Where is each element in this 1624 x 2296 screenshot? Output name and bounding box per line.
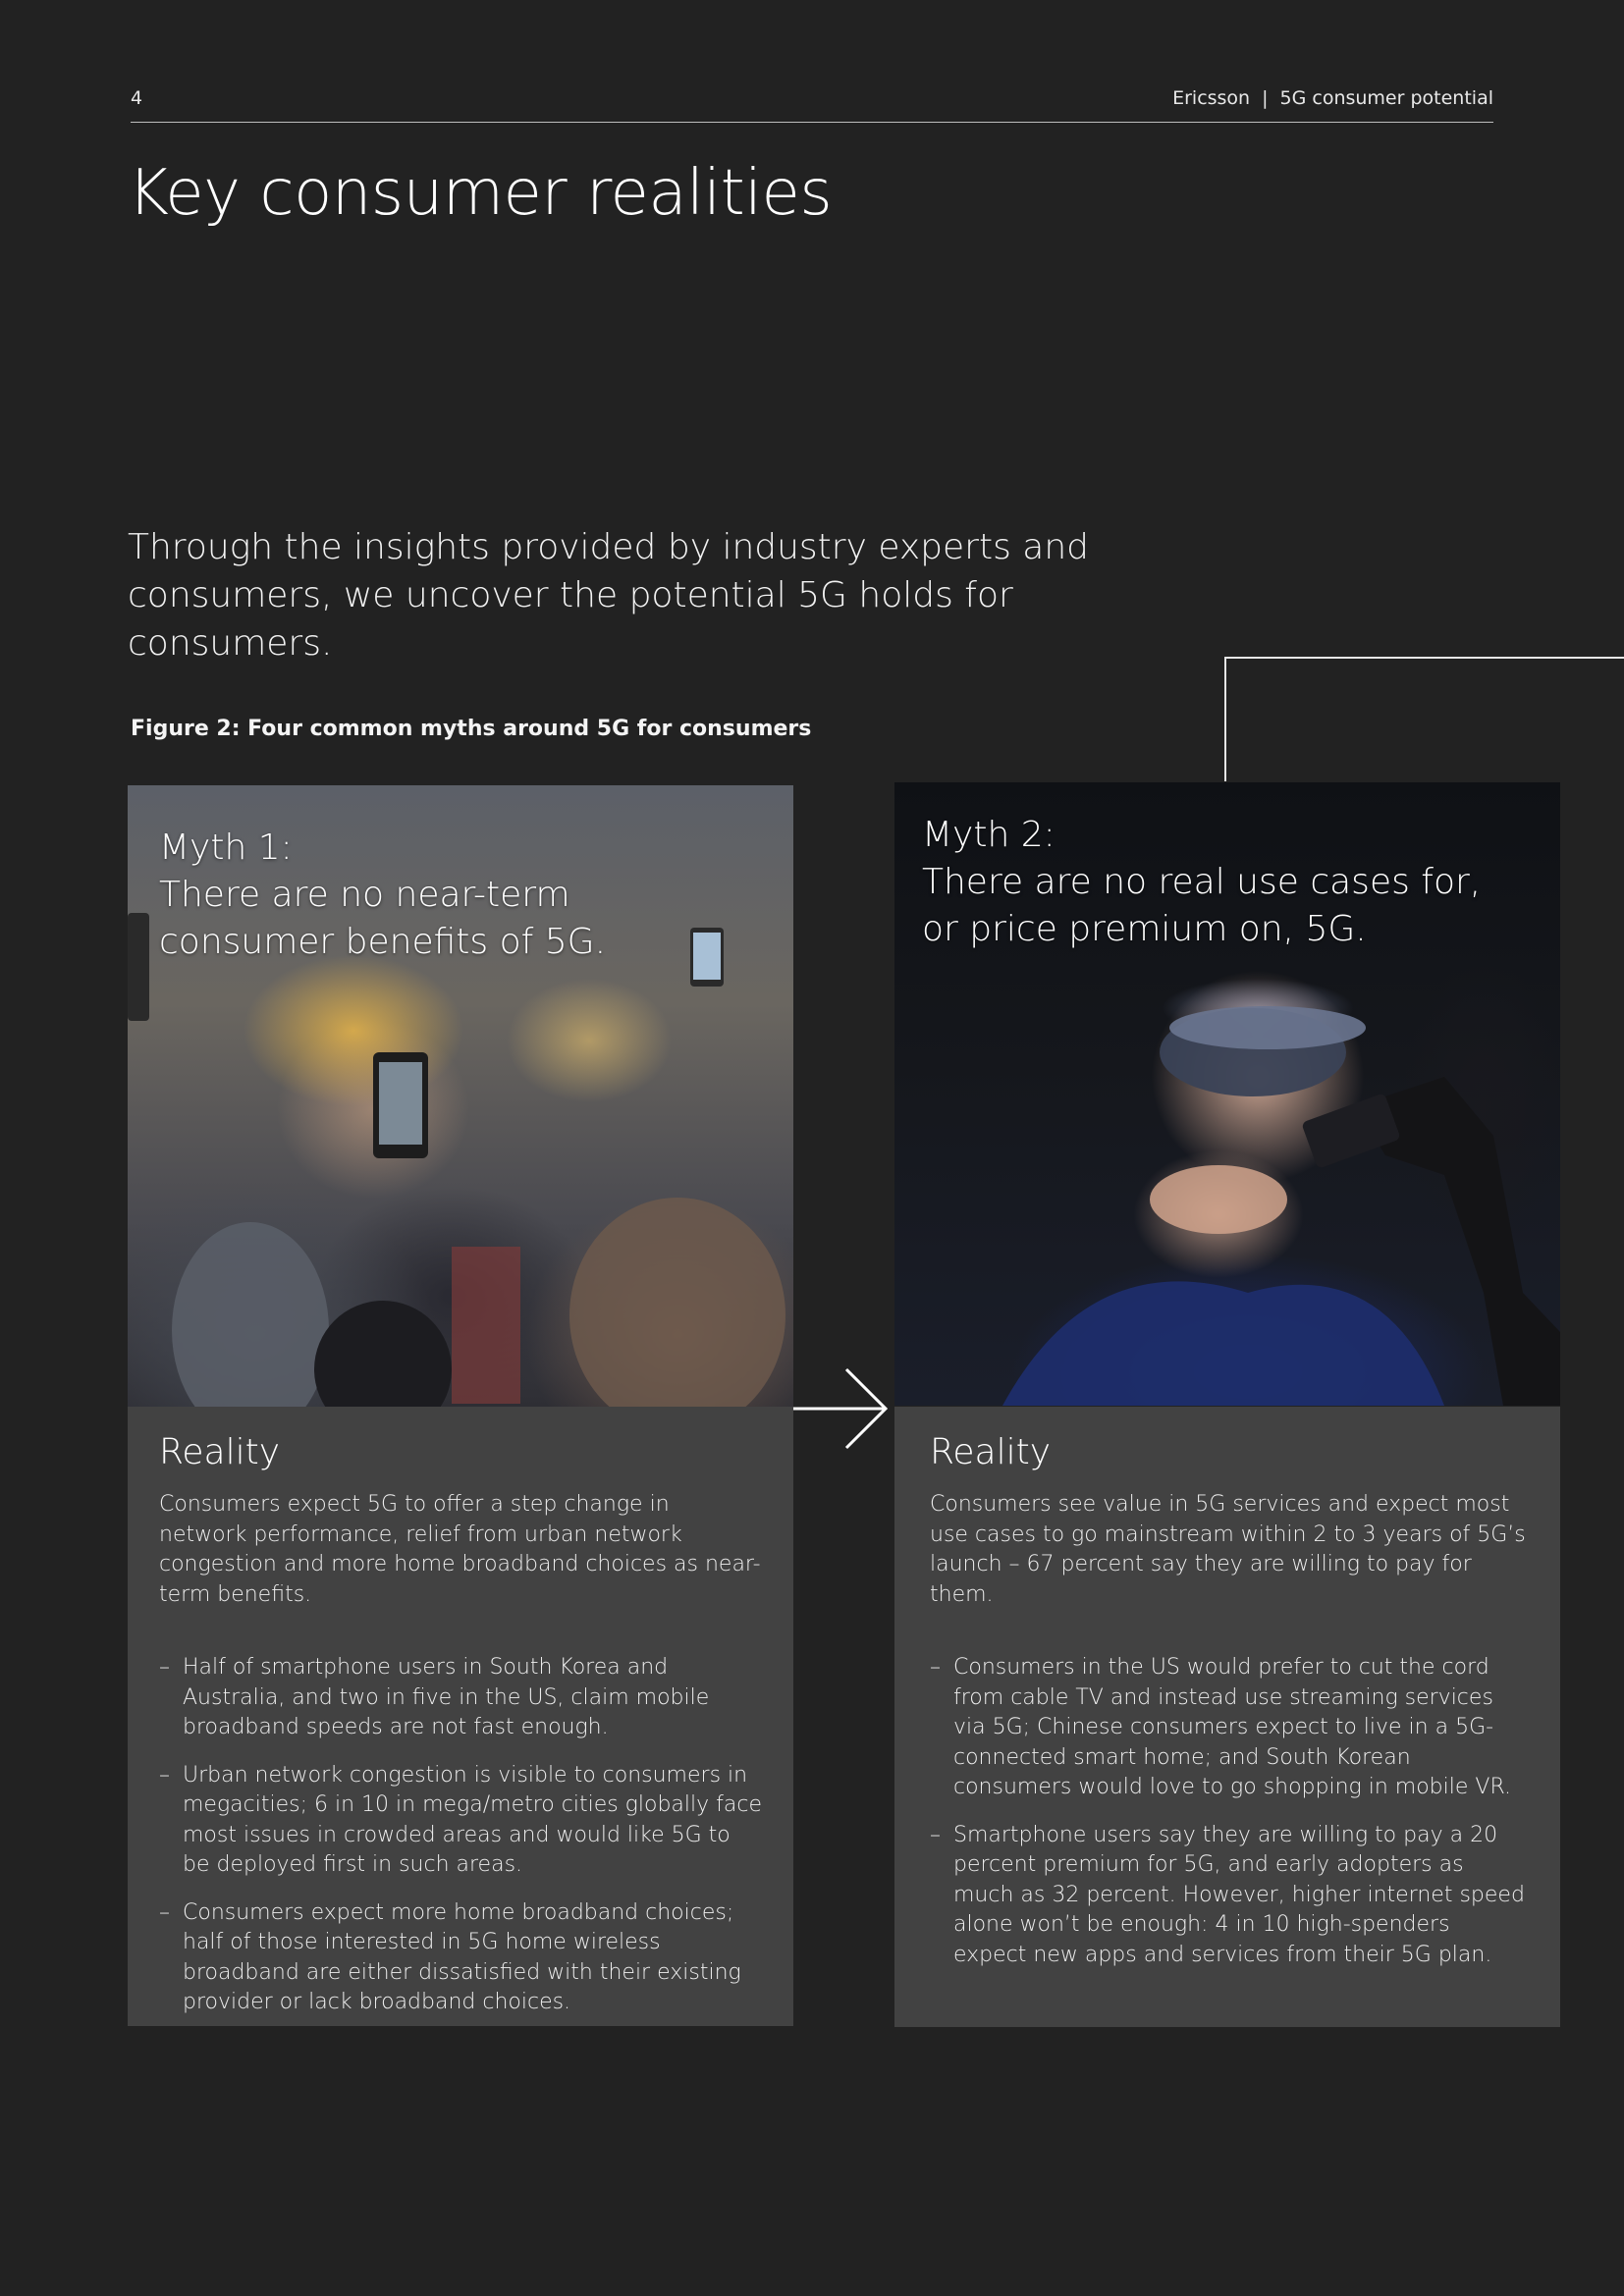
crowd-photo: [128, 785, 793, 1407]
decorative-line-horizontal: [1224, 657, 1624, 659]
myth-2-line-2: There are no real use cases for,: [922, 862, 1482, 902]
myth-1-line-3: consumer benefits of 5G.: [159, 922, 607, 962]
brand-name: Ericsson: [1172, 87, 1251, 109]
list-item: [159, 1898, 762, 2018]
reality-box-2: [894, 1407, 1560, 2027]
bullet-text: Consumers expect more home broadband choices; half of those interested in 5G home wireless broadband are either dissatisfied with their existing provider or lack broadband choices.: [183, 1899, 741, 2014]
decorative-line-vertical: [1224, 657, 1226, 781]
header-separator: |: [1262, 87, 1269, 109]
page-number: 4: [131, 87, 143, 109]
bullet-dash: –: [159, 1899, 170, 1925]
header-divider: [131, 122, 1493, 123]
intro-paragraph: Through the insights provided by industry experts and consumers, we uncover the potential 5G holds for consumers.: [128, 527, 1090, 664]
myth-1-line-1: Myth 1:: [159, 828, 293, 868]
vr-headset-photo: [894, 782, 1560, 1406]
bullet-text: Urban network congestion is visible to consumers in megacities; 6 in 10 in mega/metro cities globally face most issues in crowded areas and would like 5G to be deployed first in such areas.: [183, 1762, 762, 1877]
reality-bullets-2: [930, 1653, 1529, 1970]
bullet-dash: –: [930, 1655, 941, 1680]
myth-2-heading: [922, 812, 1481, 953]
myth-2-line-1: Myth 2:: [922, 815, 1056, 855]
reality-title-2: Reality: [930, 1432, 1052, 1472]
myth-card-2: [894, 782, 1560, 2027]
list-item: [159, 1761, 762, 1881]
myth-1-heading: [159, 825, 606, 966]
bullet-text: Half of smartphone users in South Korea and Australia, and two in five in the US, claim mobile broadband speeds are not fast enough.: [183, 1655, 710, 1739]
page-title: Key consumer realities: [128, 157, 833, 230]
reality-description-2: Consumers see value in 5G services and expect most use cases to go mainstream within 2 to 3 years of 5G’s launch – 67 percent say they are willing to pay for them.: [930, 1492, 1526, 1607]
list-item: [930, 1821, 1529, 1971]
list-item: [930, 1653, 1529, 1803]
bullet-text: Consumers in the US would prefer to cut the cord from cable TV and instead use streaming services via 5G; Chinese consumers expect to live in a 5G-connected smart home; and South Korean consumers would love to go shopping in mobile VR.: [953, 1655, 1511, 1799]
bullet-dash: –: [930, 1822, 941, 1847]
arrow-right-icon: [793, 1364, 892, 1453]
list-item: [159, 1653, 762, 1743]
reality-description-1: Consumers expect 5G to offer a step change in network performance, relief from urban network congestion and more home broadband choices as near-term benefits.: [159, 1492, 761, 1607]
reality-box-1: [128, 1407, 793, 2026]
report-title: 5G consumer potential: [1279, 87, 1493, 109]
bullet-dash: –: [159, 1655, 170, 1680]
myth-card-1: [128, 785, 793, 2026]
myth-1-line-2: There are no near-term: [159, 875, 570, 915]
reality-bullets-1: [159, 1653, 762, 2018]
bullet-dash: –: [159, 1762, 170, 1788]
figure-caption: Figure 2: Four common myths around 5G for consumers: [131, 717, 812, 741]
running-header: [1172, 87, 1493, 109]
reality-title-1: Reality: [159, 1432, 281, 1472]
myth-2-line-3: or price premium on, 5G.: [922, 909, 1367, 949]
bullet-text: Smartphone users say they are willing to pay a 20 percent premium for 5G, and early adopters as much as 32 percent. However, higher internet speed alone won’t be enough: 4 in 10 high-spenders expect new apps and services from their 5G plan.: [953, 1822, 1525, 1967]
